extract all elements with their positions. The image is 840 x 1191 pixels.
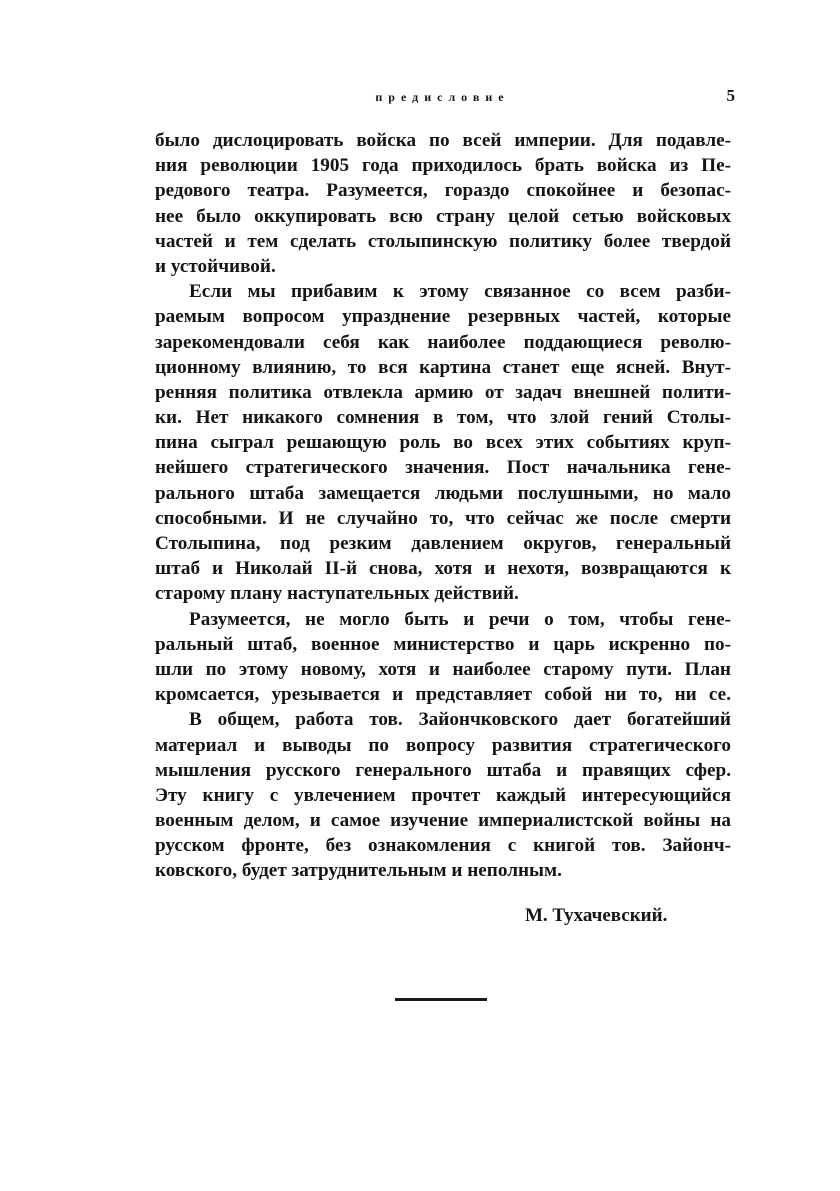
text-line: способными. И не случайно то, что сейчас же после смерти bbox=[155, 507, 731, 529]
text-line: нейшего стратегического значения. Пост начальника гене- bbox=[155, 457, 731, 479]
text-line: военным делом, и самое изучение империалистской войны на bbox=[155, 810, 731, 832]
text-line: ки. Нет никакого сомнения в том, что злой гений Столы- bbox=[155, 407, 731, 429]
text-line: и устойчивой. bbox=[155, 255, 276, 277]
end-rule bbox=[395, 998, 487, 1001]
text-line: пина сыграл решающую роль во всех этих событиях круп- bbox=[155, 432, 731, 454]
text-line: Столыпина, под резким давлением округов, генеральный bbox=[155, 533, 731, 554]
text-line: кромсается, урезывается и представляет собой ни то, ни се. bbox=[155, 684, 731, 706]
text-line: шли по этому новому, хотя и наиболее старому пути. План bbox=[155, 658, 731, 680]
page-header bbox=[150, 86, 735, 112]
text-line: Если мы прибавим к этому связанное со всем разби- bbox=[189, 281, 731, 303]
page-number: 5 bbox=[726, 86, 735, 105]
text-line: раемым вопросом упразднение резервных частей, которые bbox=[155, 306, 731, 328]
text-line: старому плану наступательных действий. bbox=[155, 583, 519, 605]
text-line: зарекомендовали себя как наиболее поддающиеся револю- bbox=[155, 331, 731, 353]
text-line: ренняя политика отвлекла армию от задач внешней полити- bbox=[155, 381, 731, 403]
author-signature: М. Тухачевский. bbox=[525, 905, 668, 926]
text-line: рального штаба замещается людьми послушными, но мало bbox=[155, 482, 731, 504]
text-line: русском фронте, без ознакомления с книгой тов. Зайонч- bbox=[155, 835, 731, 857]
text-line: ния революции 1905 года приходилось брать войска из Пе- bbox=[155, 155, 731, 177]
running-title: предисловие bbox=[375, 90, 510, 104]
text-line: Эту книгу с увлечением прочтет каждый интересующийся bbox=[155, 784, 731, 806]
text-line: Разумеется, не могло быть и речи о том, чтобы гене- bbox=[189, 608, 731, 630]
text-line: мышления русского генерального штаба и правящих сфер. bbox=[155, 759, 731, 781]
text-line: было дислоцировать войска по всей империи. Для подавле- bbox=[155, 130, 731, 151]
text-line: редового театра. Разумеется, гораздо спокойнее и безопас- bbox=[155, 180, 731, 202]
text-line: ковского, будет затруднительным и неполным. bbox=[155, 860, 562, 882]
text-line: В общем, работа тов. Зайончковского дает богатейший bbox=[189, 709, 731, 731]
body-text bbox=[155, 128, 731, 884]
text-line: материал и выводы по вопросу развития стратегического bbox=[155, 734, 731, 756]
text-line: частей и тем сделать столыпинскую политику более твердой bbox=[155, 230, 731, 252]
text-line: ционному влиянию, то вся картина станет еще ясней. Внут- bbox=[155, 356, 731, 378]
text-line: штаб и Николай II-й снова, хотя и нехотя, возвращаются к bbox=[155, 558, 731, 580]
text-line: нее было оккупировать всю страну целой сетью войсковых bbox=[155, 205, 731, 227]
text-line: ральный штаб, военное министерство и царь искренно по- bbox=[155, 633, 731, 655]
